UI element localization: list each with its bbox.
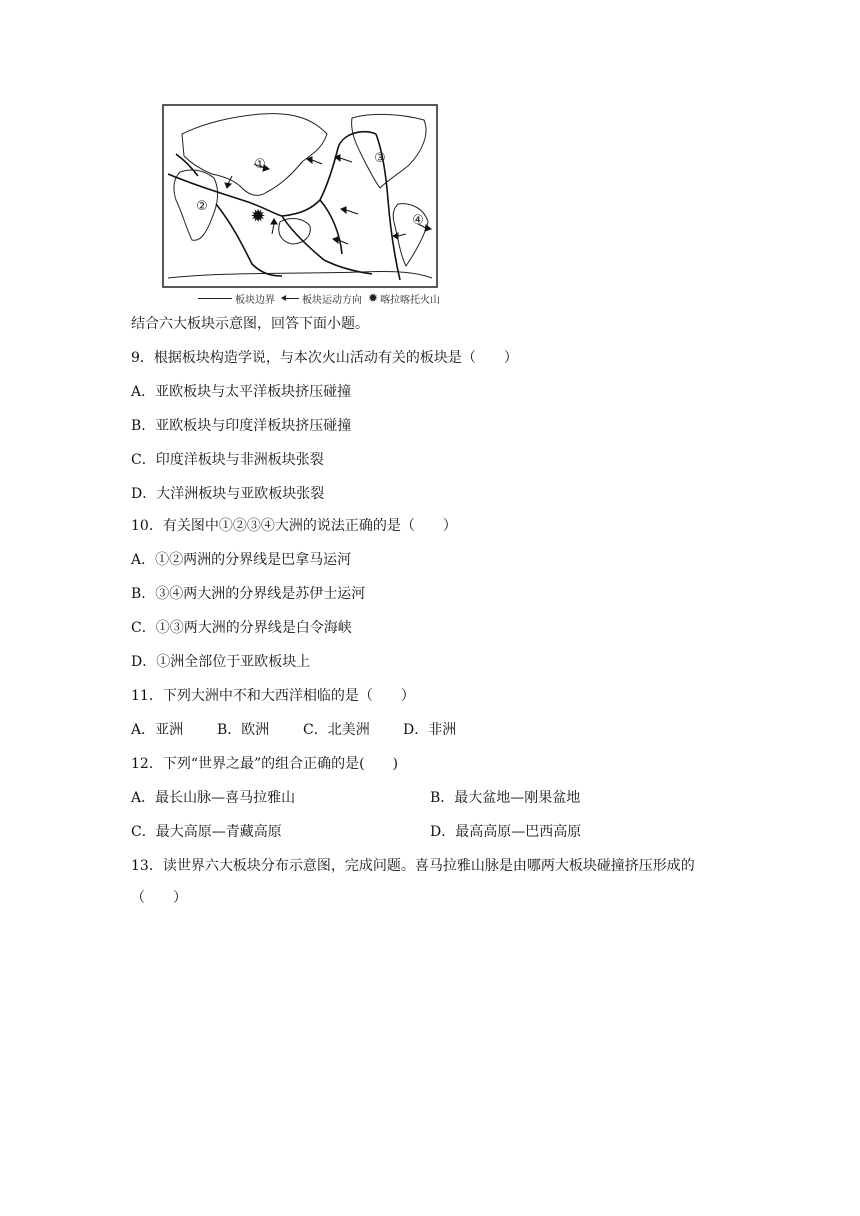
question-11-stem: 11．下列大洲中不和大西洋相临的是（ ） [131,688,415,704]
label-continent-1: ① [254,157,266,172]
label-continent-4: ④ [412,213,424,228]
q9-option-a[interactable]: A．亚欧板块与太平洋板块挤压碰撞 [131,384,352,400]
q11-options-row [131,720,456,740]
legend-motion-label: 板块运动方向 [302,294,362,306]
volcano-star-icon: ✹ [368,291,379,305]
legend-volcano [368,291,440,306]
question-13-bracket: （ ） [131,890,187,906]
q12-option-a[interactable]: A．最长山脉—喜马拉雅山 [131,790,296,806]
legend-boundary [198,291,275,306]
question-13-stem: 13．读世界六大板块分布示意图，完成问题。喜马拉雅山脉是由哪两大板块碰撞挤压形成的 [131,858,695,874]
q11-option-c[interactable]: C．北美洲 [303,722,370,738]
intro-text: 结合六大板块示意图，回答下面小题。 [131,316,369,332]
q12-option-b[interactable]: B．最大盆地—刚果盆地 [430,790,581,806]
arrow-left-icon [281,294,299,302]
q12-option-d[interactable]: D．最高高原—巴西高原 [430,824,582,840]
question-12-stem: 12．下列“世界之最”的组合正确的是( ) [131,756,399,772]
legend-boundary-label: 板块边界 [235,294,275,306]
q9-option-b[interactable]: B．亚欧板块与印度洋板块挤压碰撞 [131,418,352,434]
legend-volcano-label: 喀拉喀托火山 [380,294,441,306]
volcano-marker-icon [250,206,265,227]
q9-option-c[interactable]: C．印度洋板块与非洲板块张裂 [131,452,324,468]
label-continent-2: ② [196,199,208,214]
q10-option-a[interactable]: A．①②两洲的分界线是巴拿马运河 [131,552,352,568]
boundary-line-icon [198,298,232,299]
map-legend [198,290,446,306]
q12-option-c[interactable]: C．最大高原—青藏高原 [131,824,282,840]
q9-option-d[interactable]: D．大洋洲板块与亚欧板块张裂 [131,486,325,502]
q11-option-b[interactable]: B．欧洲 [217,722,270,738]
q11-option-a[interactable]: A．亚洲 [131,722,184,738]
plate-map [162,104,438,288]
q10-option-d[interactable]: D．①洲全部位于亚欧板块上 [131,654,311,670]
question-10-stem: 10．有关图中①②③④大洲的说法正确的是（ ） [131,518,457,534]
q10-option-c[interactable]: C．①③两大洲的分界线是白令海峡 [131,620,352,636]
svg-text:✹: ✹ [250,206,266,227]
question-9-stem: 9．根据板块构造学说，与本次火山活动有关的板块是（ ） [131,350,518,366]
legend-motion [281,291,362,306]
q11-option-d[interactable]: D．非洲 [403,722,457,738]
q10-option-b[interactable]: B．③④两大洲的分界线是苏伊士运河 [131,586,366,602]
label-continent-3: ③ [374,151,386,166]
plate-map-figure [162,104,438,288]
